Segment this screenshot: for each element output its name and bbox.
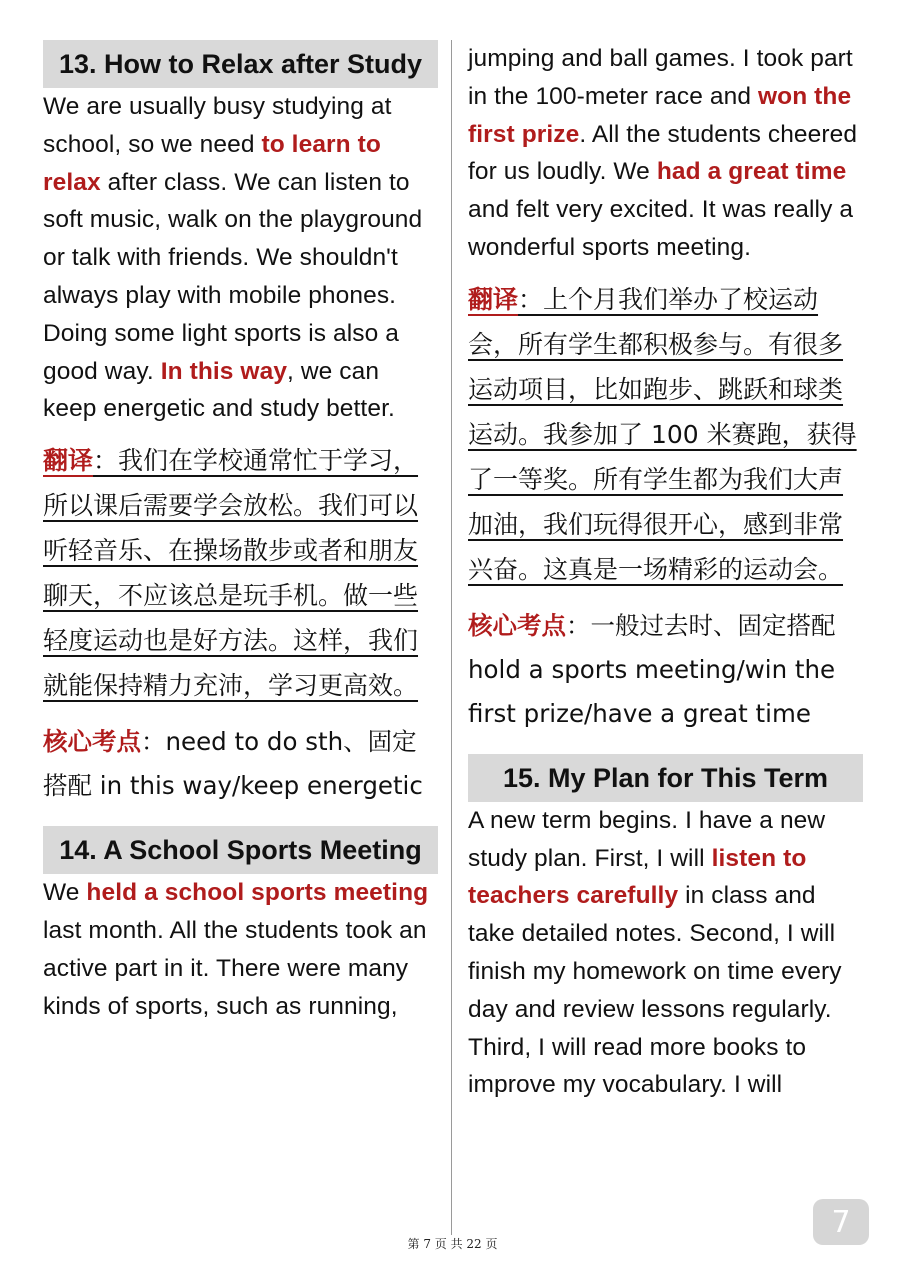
body-text: We are usually busy studying at school, so we need — [43, 93, 392, 158]
section-14-key-points — [468, 604, 863, 736]
right-column — [468, 40, 863, 1104]
section-15-body — [468, 802, 863, 1104]
translation-label: 翻译 — [43, 446, 94, 476]
highlighted-phrase: won the first prize — [468, 82, 852, 148]
section-15-heading: 15. My Plan for This Term — [468, 754, 863, 802]
key-points-label: 核心考点 — [468, 610, 566, 640]
highlighted-phrase: In this way — [160, 357, 288, 385]
body-text: jumping and ball games. I took part in the 100-meter race and — [468, 45, 853, 110]
section-14-body-continued — [468, 40, 863, 267]
highlighted-phrase: had a great time — [656, 158, 847, 186]
body-text: , we can keep energetic and study better. — [43, 357, 395, 423]
body-text: We — [43, 879, 87, 907]
highlighted-phrase: listen to teachers carefully — [468, 844, 807, 910]
column-divider — [451, 40, 452, 1235]
section-13-body — [43, 88, 438, 428]
page-footer: 第 7 页 共 22 页 — [407, 1237, 498, 1251]
key-points-label: 核心考点 — [43, 727, 141, 757]
body-text: and felt very excited. It was really a wonderful sports meeting. — [468, 196, 854, 261]
translation-text: ：我们在学校通常忙于学习，所以课后需要学会放松。我们可以听轻音乐、在操场散步或者和朋友聊天，不应该总是玩手机。做一些轻度运动也是好方法。这样，我们就能保持精力充沛，学习更高效。 — [43, 446, 419, 701]
body-text: A new term begins. I have a new study plan. First, I will — [468, 806, 826, 872]
body-text: in class and take detailed notes. Second, I will finish my homework on time every day and review lessons regularly. Third, I will read more books to improve my vocabulary. I will — [468, 882, 842, 1099]
left-column — [43, 40, 438, 1025]
section-14-body — [43, 874, 438, 1025]
section-14-heading: 14. A School Sports Meeting — [43, 826, 438, 874]
key-points-text: ：need to do sth、固定搭配 in this way/keep energetic — [43, 727, 423, 801]
body-text: last month. All the students took an active part in it. There were many kinds of sports, such as running, — [43, 916, 427, 1020]
body-text: . All the students cheered for us loudly. We — [468, 120, 858, 186]
page-number-badge: 7 — [813, 1199, 869, 1245]
body-text: after class. We can listen to soft music, walk on the playground or talk with friends. We shouldn't always play with mobile phones. Doing some light sports is also a good way. — [43, 168, 423, 385]
translation-text: ：上个月我们举办了校运动会，所有学生都积极参与。有很多运动项目，比如跑步、跳跃和球类运动。我参加了 100 米赛跑，获得了一等奖。所有学生都为我们大声加油，我们玩得很开心，感到非常兴奋。这真是一场精彩的运动会。 — [468, 284, 857, 584]
key-points-text: ：一般过去时、固定搭配 hold a sports meeting/win the first prize/have a great time — [468, 610, 836, 728]
highlighted-phrase: held a school sports meeting — [86, 879, 429, 907]
section-13-key-points — [43, 720, 438, 808]
translation-label: 翻译 — [468, 284, 519, 314]
section-13-heading: 13. How to Relax after Study — [43, 40, 438, 88]
section-13-translation — [43, 438, 438, 708]
highlighted-phrase: to learn to relax — [43, 130, 381, 196]
section-14-translation — [468, 277, 863, 592]
